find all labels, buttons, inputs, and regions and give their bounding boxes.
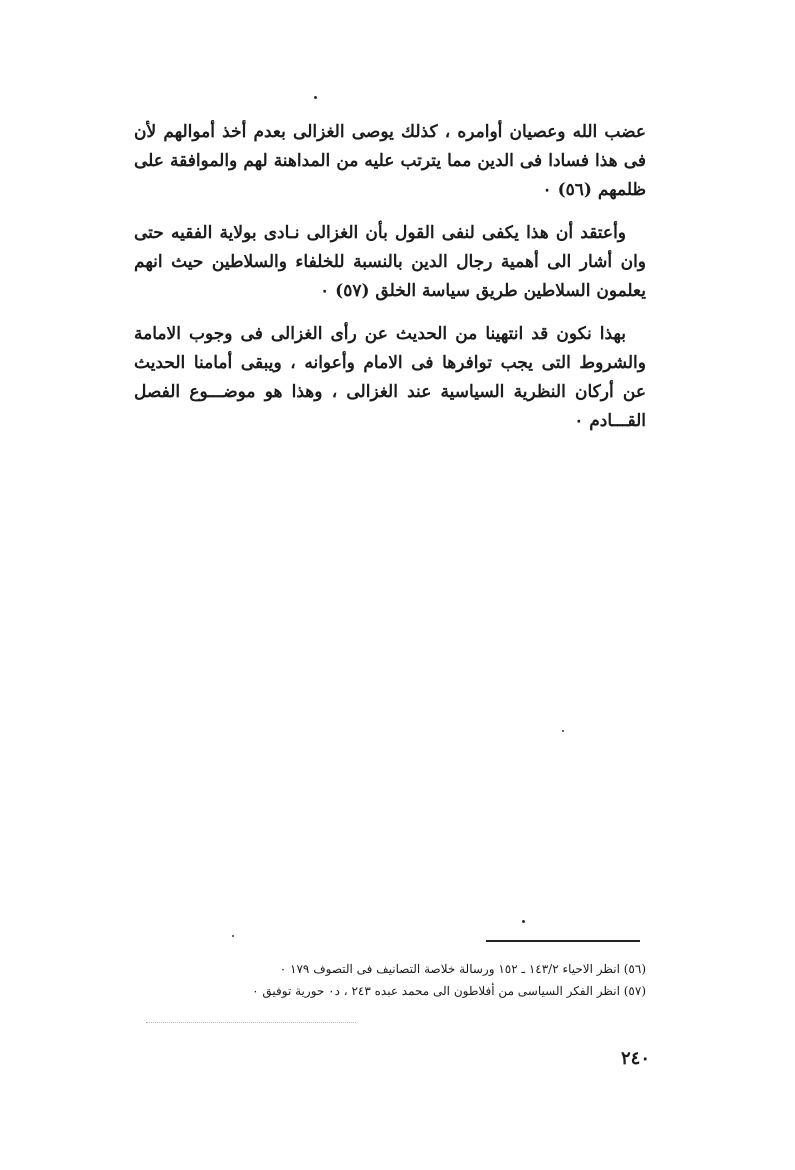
body-text	[134, 118, 646, 450]
ink-speck	[232, 935, 234, 937]
ink-speck	[314, 96, 317, 99]
paragraph-1: عضب الله وعصيان أوامره ، كذلك يوصى الغزالى بعدم أخذ أموالهم لأن فى هذا فسادا فى الدين مما يترتب عليه من المداهنة لهم والموافقة على ظلمهم (٥٦) ٠	[134, 122, 646, 200]
footnote-56: (٥٦) انظر الاحياء ١٤٣/٢ ـ ١٥٢ ورسالة خلاصة التصانيف فى التصوف ١٧٩ ٠	[279, 962, 646, 976]
scan-noise-line	[146, 1022, 356, 1025]
footnote-separator	[486, 940, 640, 942]
paragraph-3: بهذا نكون قد انتهينا من الحديث عن رأى الغزالى فى وجوب الامامة والشروط التى يجب توافرها فى الامام وأعوانه ، ويبقى أمامنا الحديث عن أركان النظرية السياسية عند الغزالى ، وهذا هو موضـــوع الفصل القـــادم ٠	[134, 324, 646, 431]
footnote-57: (٥٧) انظر الفكر السياسى من أفلاطون الى محمد عبده ٢٤٣ ، د٠ حورية توفيق ٠	[252, 984, 646, 998]
ink-speck	[562, 730, 564, 732]
ink-speck	[522, 920, 525, 923]
footnotes	[134, 958, 646, 1002]
page-number: ٢٤٠	[620, 1048, 650, 1069]
paragraph-2: وأعتقد أن هذا يكفى لنفى القول بأن الغزالى نـادى بولاية الفقيه حتى وان أشار الى أهمية رجال الدين بالنسبة للخلفاء والسلاطين حيث انهم يعلمون السلاطين طريق سياسة الخلق (٥٧) ٠	[134, 223, 646, 301]
